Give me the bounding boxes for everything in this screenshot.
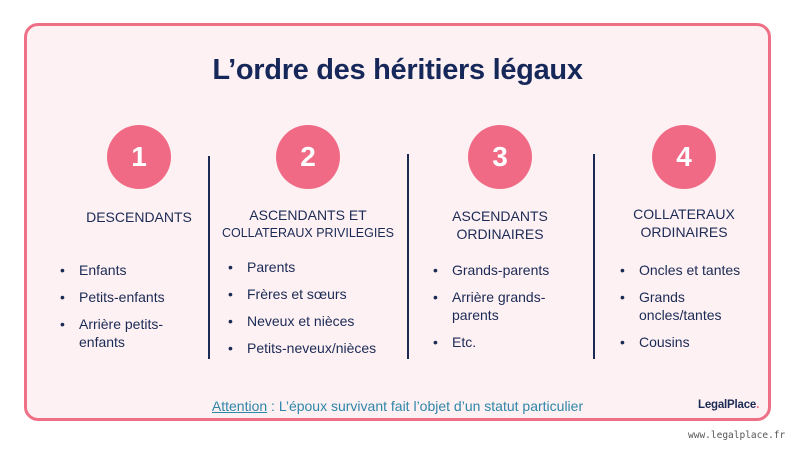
- list-item: • Oncles et tantes: [620, 261, 755, 279]
- list-item: • Petits-enfants: [60, 288, 190, 306]
- item-list-4: [620, 261, 755, 360]
- footer-text: : L’époux survivant fait l’objet d’un statut particulier: [267, 398, 584, 414]
- list-item: • Neveux et nièces: [228, 312, 408, 330]
- list-item: • Arrière grands-parents: [433, 288, 565, 324]
- list-item: • Parents: [228, 258, 408, 276]
- column-heading-2: ASCENDANTS ET COLLATERAUX PRIVILEGIES: [221, 207, 395, 240]
- list-item: • Petits-neveux/nièces: [228, 339, 408, 357]
- list-item: • Arrière petits-enfants: [60, 315, 190, 351]
- number-badge-4: 4: [652, 125, 716, 189]
- list-item: • Grands oncles/tantes: [620, 288, 755, 324]
- column-heading-1: DESCENDANTS: [86, 209, 192, 225]
- number-badge-1: 1: [107, 125, 171, 189]
- legalplace-logo: LegalPlace.: [698, 399, 760, 411]
- item-list-3: [433, 261, 565, 360]
- page-title: L’ordre des héritiers légaux: [212, 54, 583, 86]
- list-item: • Grands-parents: [433, 261, 565, 279]
- column-heading-3: ASCENDANTS ORDINAIRES: [452, 208, 548, 242]
- attention-link[interactable]: Attention: [211, 398, 268, 414]
- info-card: [24, 23, 771, 421]
- list-item: • Cousins: [620, 333, 755, 351]
- watermark-url: www.legalplace.fr: [688, 430, 786, 441]
- number-badge-3: 3: [468, 125, 532, 189]
- column-divider: [407, 154, 409, 359]
- footer-note: [27, 398, 768, 414]
- list-item: • Enfants: [60, 261, 190, 279]
- list-item: • Frères et sœurs: [228, 285, 408, 303]
- item-list-2: [228, 258, 408, 366]
- number-badge-2: 2: [276, 125, 340, 189]
- column-heading-4: COLLATERAUX ORDINAIRES: [633, 206, 735, 240]
- list-item: • Etc.: [433, 333, 565, 351]
- column-divider: [593, 154, 595, 359]
- item-list-1: [60, 261, 190, 360]
- column-divider: [208, 156, 210, 359]
